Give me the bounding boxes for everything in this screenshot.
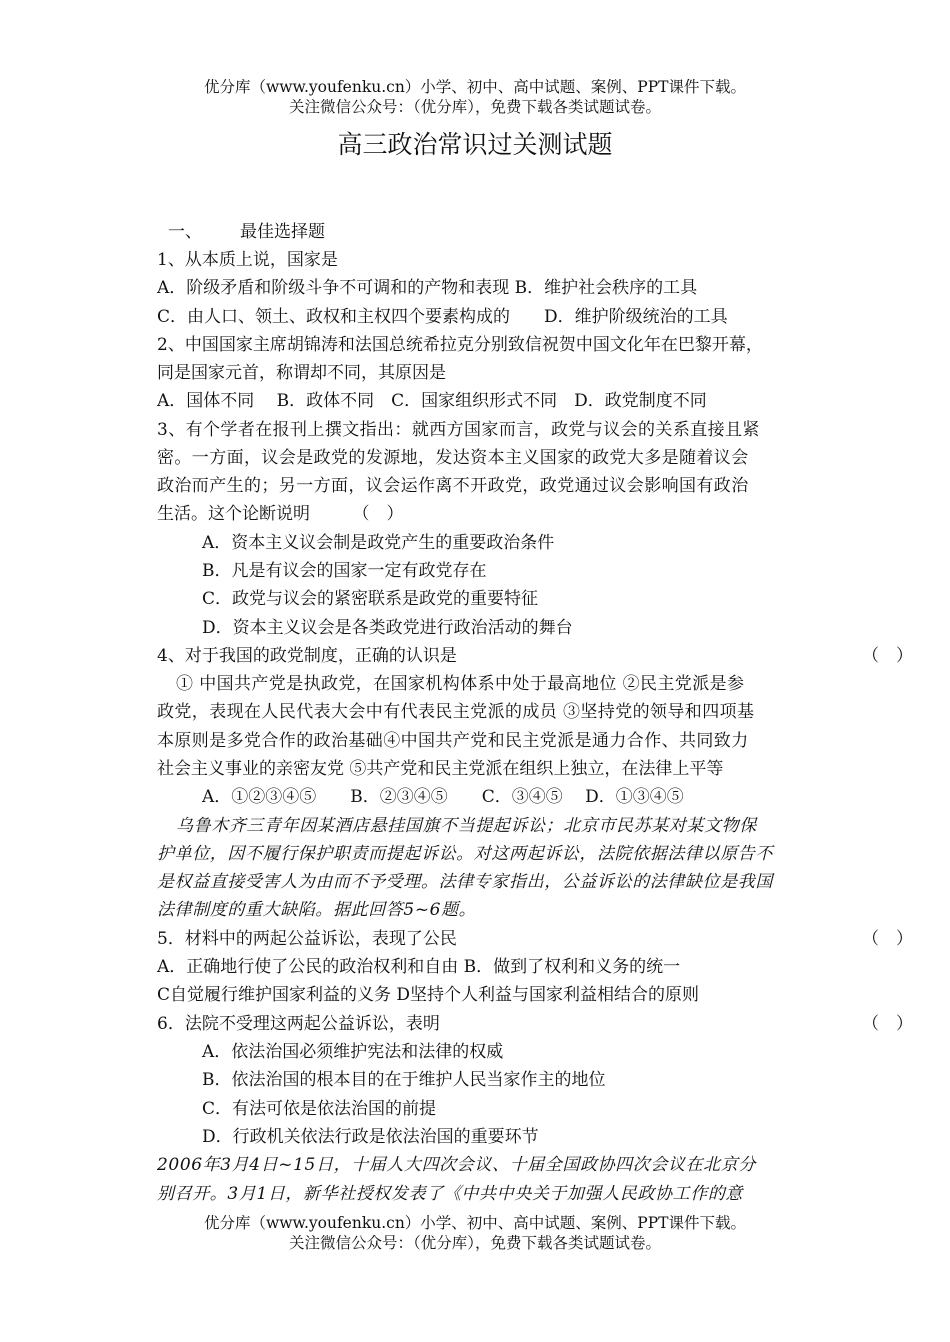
q1-options-cd: C．由人口、领土、政权和主权四个要素构成的 D．维护阶级统治的工具 [157, 307, 728, 327]
q6-option-c: C．有法可依是依法治国的前提 [202, 1099, 437, 1119]
page-title: 高三政治常识过关测试题 [337, 130, 613, 159]
footer-line-2: 关注微信公众号：（优分库），免费下载各类试题试卷。 [288, 1234, 661, 1252]
q3-option-b: B．凡是有议会的国家一定有政党存在 [202, 561, 487, 581]
q3-option-c: C．政党与议会的紧密联系是政党的重要特征 [202, 589, 539, 609]
q4-statements-4: 社会主义事业的亲密友党 ⑤共产党和民主党派在组织上独立，在法律上平等 [157, 759, 724, 779]
q6-answer-paren: （ ） [862, 1014, 913, 1034]
q2-stem-2: 同是国家元首，称谓却不同，其原因是 [157, 363, 446, 383]
q5-options-cd: C自觉履行维护国家利益的义务 D坚持个人利益与国家利益相结合的原则 [157, 985, 700, 1005]
q6-option-b: B．依法治国的根本目的在于维护人民当家作主的地位 [202, 1070, 606, 1090]
q3-option-a: A．资本主义议会制是政党产生的重要政治条件 [202, 533, 555, 553]
footer-line-1: 优分库（www.youfenku.cn）小学、初中、高中试题、案例、PPT课件下载。 [203, 1214, 747, 1232]
q3-stem-3: 政治而产生的；另一方面，议会运作离不开政党，政党通过议会影响国有政治 [157, 476, 749, 496]
header-line-2: 关注微信公众号：（优分库），免费下载各类试题试卷。 [288, 98, 661, 116]
q1-stem: 1、从本质上说，国家是 [157, 250, 338, 270]
q5-options-ab: A．正确地行使了公民的政治权利和自由 B．做到了权利和义务的统一 [157, 957, 681, 977]
material-2-para-2: 别召开。3月1日，新华社授权发表了《中共中央关于加强人民政协工作的意 [157, 1184, 744, 1204]
q2-stem-1: 2、中国国家主席胡锦涛和法国总统希拉克分别致信祝贺中国文化年在巴黎开幕， [157, 335, 763, 355]
q4-statements-1: ① 中国共产党是执政党，在国家机构体系中处于最高地位 ②民主党派是参 [176, 674, 745, 694]
q3-option-d: D．资本主义议会是各类政党进行政治活动的舞台 [202, 618, 573, 638]
q3-stem-4: 生活。这个论断说明 （ ） [157, 504, 404, 524]
material-para-3: 是权益直接受害人为由而不予受理。法律专家指出，公益诉讼的法律缺位是我国 [157, 872, 773, 892]
material-para-1: 乌鲁木齐三青年因某酒店悬挂国旗不当提起诉讼；北京市民苏某对某文物保 [176, 816, 757, 836]
q4-statements-3: 本原则是多党合作的政治基础④中国共产党和民主党派是通力合作、共同致力 [157, 731, 749, 751]
q5-stem: 5．材料中的两起公益诉讼，表现了公民 [157, 929, 457, 949]
q5-answer-paren: （ ） [862, 929, 913, 949]
header-line-1: 优分库（www.youfenku.cn）小学、初中、高中试题、案例、PPT课件下载。 [203, 78, 747, 96]
q6-option-a: A．依法治国必须维护宪法和法律的权威 [202, 1042, 504, 1062]
material-para-2: 护单位，因不履行保护职责而提起诉讼。对这两起诉讼，法院依据法律以原告不 [157, 844, 773, 864]
q4-statements-2: 政党，表现在人民代表大会中有代表民主党派的成员 ③坚持党的领导和四项基 [157, 702, 755, 722]
material-2-para-1: 2006年3月4日~15日，十届人大四次会议、十届全国政协四次会议在北京分 [157, 1155, 756, 1175]
q6-stem: 6．法院不受理这两起公益诉讼，表明 [157, 1014, 440, 1034]
section-label: 最佳选择题 [240, 222, 325, 242]
q4-answer-paren: （ ） [862, 646, 913, 666]
section-number: 一、 [168, 222, 202, 242]
q4-stem: 4、对于我国的政党制度，正确的认识是 [157, 646, 457, 666]
q4-options: A．①②③④⑤ B．②③④⑤ C．③④⑤ D．①③④⑤ [202, 787, 684, 807]
q2-options: A．国体不同 B．政体不同 C．国家组织形式不同 D．政党制度不同 [157, 391, 707, 411]
q6-option-d: D．行政机关依法行政是依法治国的重要环节 [202, 1127, 539, 1147]
q1-options-ab: A．阶级矛盾和阶级斗争不可调和的产物和表现 B．维护社会秩序的工具 [157, 278, 698, 298]
material-para-4: 法律制度的重大缺陷。据此回答5~6题。 [157, 900, 477, 920]
q3-stem-2: 密。一方面，议会是政党的发源地，发达资本主义国家的政党大多是随着议会 [157, 448, 749, 468]
q3-stem-1: 3、有个学者在报刊上撰文指出：就西方国家而言，政党与议会的关系直接且紧 [157, 420, 760, 440]
